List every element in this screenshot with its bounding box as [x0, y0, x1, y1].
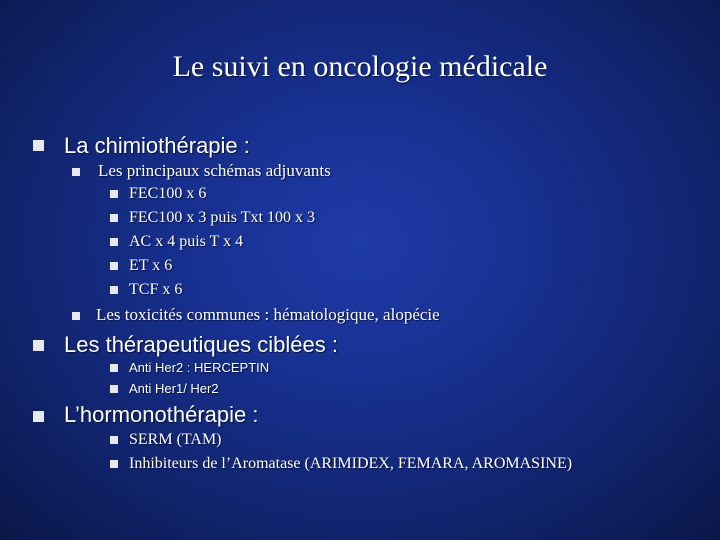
square-bullet-icon [72, 312, 80, 320]
square-bullet-icon [110, 214, 118, 222]
square-bullet-icon [110, 364, 118, 372]
subsection-label: Les toxicités communes : hématologique, alopécie [96, 305, 440, 324]
list-item-text: TCF x 6 [129, 281, 183, 298]
section-label: L’hormonothérapie : [64, 402, 259, 427]
list-item-text: FEC100 x 6 [129, 185, 207, 202]
square-bullet-icon [110, 385, 118, 393]
square-bullet-icon [110, 238, 118, 246]
list-item-text: ET x 6 [129, 257, 173, 274]
square-bullet-icon [33, 411, 44, 422]
list-item-text: AC x 4 puis T x 4 [129, 233, 244, 250]
list-item-text: Anti Her2 : HERCEPTIN [129, 360, 270, 375]
square-bullet-icon [110, 286, 118, 294]
list-item-text: Anti Her1/ Her2 [129, 381, 219, 396]
list-item-text: Inhibiteurs de l’Aromatase (ARIMIDEX, FEMARA, AROMASINE) [129, 455, 573, 472]
subsection-label: Les principaux schémas adjuvants [98, 161, 331, 180]
square-bullet-icon [110, 436, 118, 444]
section-label: La chimiothérapie : [64, 133, 250, 158]
list-item-text: SERM (TAM) [129, 431, 222, 448]
square-bullet-icon [33, 340, 44, 351]
slide-title: Le suivi en oncologie médicale [172, 50, 548, 83]
section-label: Les thérapeutiques ciblées : [64, 332, 338, 357]
square-bullet-icon [33, 140, 44, 151]
square-bullet-icon [72, 168, 80, 176]
square-bullet-icon [110, 262, 118, 270]
square-bullet-icon [110, 190, 118, 198]
list-item-text: FEC100 x 3 puis Txt 100 x 3 [129, 209, 315, 226]
square-bullet-icon [110, 460, 118, 468]
